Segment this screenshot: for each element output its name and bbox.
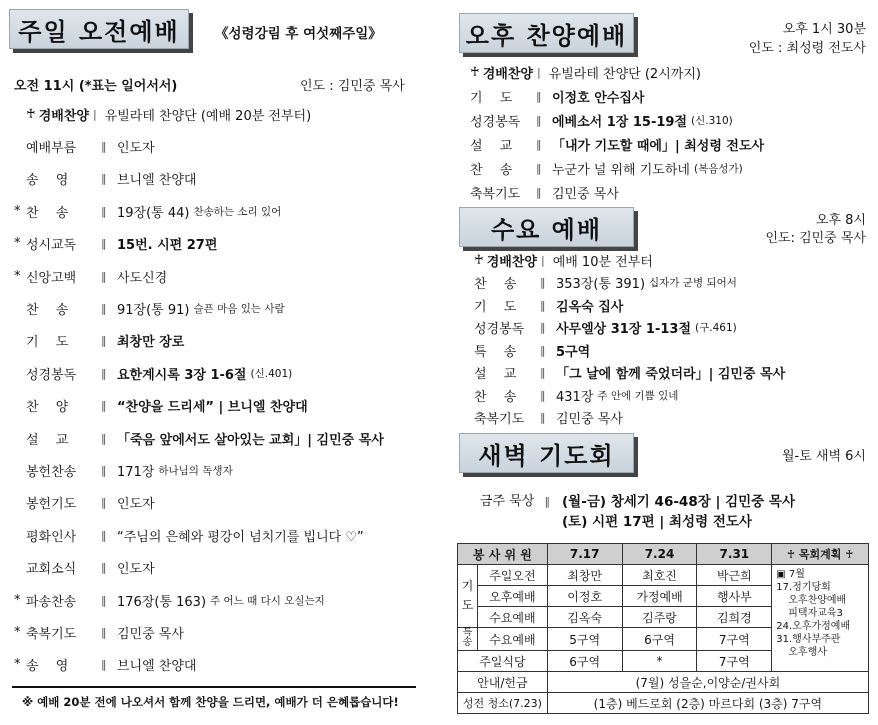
table-cell: 최호진 — [622, 565, 697, 586]
item-separator: ‖ — [101, 625, 107, 639]
table-cell: 7구역 — [697, 651, 772, 672]
item-value: 353장(통 391) — [556, 277, 646, 292]
item-value: 유빌라테 찬양단 (예배 20분 전부터) — [104, 108, 312, 124]
dawn-label: 금주 묵상 — [480, 494, 535, 509]
item-value: 171장 — [117, 464, 155, 480]
item-label: 특 송 — [474, 344, 517, 360]
item-separator: ‖ — [101, 463, 107, 477]
list-item — [14, 396, 308, 416]
table-group-special — [458, 628, 478, 651]
item-label: 성경봉독 — [470, 114, 521, 130]
item-value: 김옥숙 집사 — [556, 299, 624, 315]
dawn-prayer-title: 새벽 기도회 — [459, 433, 634, 473]
list-item — [474, 273, 737, 293]
item-label: 성경봉독 — [26, 367, 77, 383]
cross-icon: ♰ — [26, 106, 36, 122]
item-value: 김민중 목사 — [552, 186, 619, 202]
table-cell: 김주랑 — [622, 607, 697, 628]
item-value: 91장(통 91) — [117, 302, 190, 318]
item-label: 송 영 — [26, 659, 69, 675]
item-label: 찬 양 — [26, 400, 69, 416]
item-separator: ‖ — [540, 411, 546, 424]
item-label: 찬 송 — [26, 205, 69, 221]
table-cell: 5구역 — [547, 628, 622, 651]
morning-service-subtitle: 《성령강림 후 여섯째주일》 — [215, 26, 382, 42]
plan-line: ▣ 7월 — [776, 569, 805, 580]
item-note: 슬픈 마음 있는 사람 — [193, 302, 285, 315]
table-header-date: 7.17 — [547, 544, 622, 565]
list-item — [474, 250, 653, 270]
afternoon-time: 오후 1시 30분 — [782, 22, 866, 37]
item-label: 기 도 — [26, 335, 69, 351]
item-separator: ‖ — [101, 528, 107, 542]
item-value: 유빌라테 찬양단 (2시까지) — [548, 66, 701, 82]
cross-icon: ♰ — [470, 64, 480, 80]
item-value: 에베소서 1장 15-19절 — [552, 114, 688, 130]
item-label: 찬 송 — [26, 302, 69, 318]
item-label: 신앙고백 — [26, 270, 77, 286]
list-item — [14, 460, 233, 480]
item-value: 인도자 — [117, 562, 155, 578]
item-separator: ‖ — [536, 161, 542, 175]
item-value: 사도신경 — [117, 270, 168, 286]
item-separator: ‖ — [101, 496, 107, 510]
item-value: 요한계시록 3장 1-6절 — [117, 367, 247, 383]
item-label: 경배찬양 — [482, 66, 533, 82]
item-label: 축복기도 — [474, 412, 525, 427]
list-item — [14, 136, 155, 156]
table-row-name: 성전 청소(7.23) — [458, 693, 548, 714]
list-item — [14, 363, 292, 383]
item-note: (신.310) — [691, 114, 733, 127]
table-cell: (1층) 베드로회 (2층) 마르다회 (3층) 7구역 — [547, 693, 868, 714]
item-separator: | — [536, 65, 541, 79]
item-separator: ‖ — [101, 593, 107, 607]
item-separator: ‖ — [540, 321, 546, 334]
table-row-name: 주일식당 — [458, 651, 548, 672]
item-label: 성경봉독 — [474, 322, 525, 337]
table-header-volunteers: 봉 사 위 원 — [458, 544, 548, 565]
item-separator: ‖ — [101, 399, 107, 413]
plan-line: 오후행사 — [788, 647, 827, 658]
item-value: “주님의 은혜와 평강이 넘치기를 빕니다 ♡” — [117, 529, 364, 545]
plan-line: 24.오후가정예배 — [776, 621, 851, 632]
table-cell: 이정호 — [547, 586, 622, 607]
item-separator: ‖ — [101, 139, 107, 153]
list-item — [474, 363, 785, 383]
item-note: (구.461) — [695, 322, 737, 334]
item-separator: ‖ — [540, 366, 546, 379]
table-row-name: 오후예배 — [477, 586, 547, 607]
table-row-name: 주일오전 — [477, 565, 547, 586]
dawn-sep: ‖ — [544, 495, 551, 508]
item-label: 찬 송 — [474, 277, 517, 292]
list-item — [14, 590, 325, 610]
list-item — [14, 234, 217, 254]
item-separator: ‖ — [101, 658, 107, 672]
item-value: 김민중 목사 — [117, 626, 184, 642]
list-item — [14, 266, 167, 286]
table-cell: 7구역 — [697, 628, 772, 651]
table-cell: 김희경 — [697, 607, 772, 628]
item-label: 봉헌기도 — [26, 497, 77, 513]
list-item — [14, 201, 281, 221]
item-separator: ‖ — [101, 237, 107, 251]
item-separator: ‖ — [101, 431, 107, 445]
list-item — [470, 182, 619, 202]
wednesday-leader: 인도: 김민중 목사 — [765, 231, 866, 246]
pastoral-plan — [772, 565, 869, 672]
table-cell: 6구역 — [622, 628, 697, 651]
item-value: 19장(통 44) — [117, 205, 190, 221]
item-value: 브니엘 찬양대 — [117, 659, 197, 675]
list-item — [14, 298, 285, 318]
item-note: 주 어느 때 다시 오실는지 — [210, 594, 325, 607]
item-separator: ‖ — [101, 561, 107, 575]
group-prayer-text: 기도 — [461, 579, 474, 612]
item-label: 봉헌찬송 — [26, 464, 77, 480]
item-label: 기 도 — [474, 299, 517, 315]
item-label: 평화인사 — [26, 529, 77, 545]
item-label: 축복기도 — [26, 626, 77, 642]
standing-mark: * — [14, 592, 21, 608]
table-cell: 가정예배 — [622, 586, 697, 607]
item-note: 주 안에 기쁨 있네 — [597, 389, 679, 402]
item-label: 성시교독 — [26, 238, 77, 254]
item-label: 설 교 — [474, 367, 517, 382]
table-cell: 6구역 — [547, 651, 622, 672]
table-cell: 김옥숙 — [547, 607, 622, 628]
item-label: 축복기도 — [470, 186, 521, 202]
item-separator: ‖ — [101, 269, 107, 283]
item-note: (복음성가) — [693, 162, 743, 175]
standing-mark: * — [14, 624, 21, 640]
plan-line: 피택자교육3 — [788, 608, 843, 619]
morning-leader: 인도 : 김민중 목사 — [300, 79, 405, 94]
table-cell: 박근희 — [697, 565, 772, 586]
morning-footer-note: ※ 예배 20분 전에 나오셔서 함께 찬양을 드리면, 예배가 더 은혜롭습니다! — [22, 695, 399, 709]
item-separator: ‖ — [101, 172, 107, 186]
list-item — [14, 169, 196, 189]
list-item — [470, 62, 701, 82]
morning-service-title: 주일 오전예배 — [9, 9, 189, 49]
table-header-date: 7.31 — [697, 544, 772, 565]
list-item — [14, 428, 384, 448]
item-label: 찬 송 — [470, 162, 513, 178]
list-item — [14, 558, 155, 578]
list-item — [14, 104, 311, 124]
item-value: 5구역 — [556, 344, 591, 360]
item-separator: ‖ — [540, 298, 546, 312]
item-value: 「내가 기도할 때에」| 최성령 전도사 — [552, 138, 765, 154]
list-item — [14, 493, 155, 513]
list-item — [474, 385, 678, 405]
item-separator: ‖ — [540, 343, 546, 357]
item-label: 송 영 — [26, 173, 69, 189]
cross-icon: ♰ — [474, 252, 484, 268]
item-separator: ‖ — [536, 137, 542, 151]
item-separator: ‖ — [536, 185, 542, 199]
morning-footer-divider — [12, 686, 416, 688]
table-header-date: 7.24 — [622, 544, 697, 565]
dawn-line-saturday: (토) 시편 17편 | 최성령 전도사 — [562, 514, 752, 530]
list-item — [14, 655, 196, 675]
dawn-line-weekdays: (월-금) 창세기 46-48장 | 김민중 목사 — [562, 494, 796, 510]
item-value: 이정호 안수집사 — [552, 90, 645, 106]
table-cell: 행사부 — [697, 586, 772, 607]
item-label: 기 도 — [470, 90, 513, 106]
item-value: 사무엘상 31장 1-13절 — [556, 322, 692, 337]
afternoon-leader: 인도 : 최성령 전도사 — [748, 41, 866, 56]
item-separator: ‖ — [101, 204, 107, 218]
item-note: (신.401) — [250, 367, 293, 380]
list-item — [474, 408, 623, 428]
item-value: 15번. 시편 27편 — [117, 238, 218, 254]
list-item — [470, 110, 733, 130]
plan-line: 31.행사부주관 — [776, 634, 841, 645]
group-special-text: 특송 — [462, 627, 473, 648]
list-item — [474, 295, 623, 315]
item-separator: ‖ — [101, 366, 107, 380]
list-item — [470, 158, 743, 178]
standing-mark: * — [14, 203, 21, 219]
table-row-name: 수요예배 — [477, 628, 547, 651]
standing-mark: * — [14, 657, 21, 673]
dawn-meditation-label — [480, 490, 556, 509]
item-label: 예배부름 — [26, 140, 77, 156]
list-item — [14, 525, 364, 545]
item-label: 경배찬양 — [38, 108, 89, 124]
item-separator: ‖ — [536, 113, 542, 127]
dawn-prayer-time: 월-토 새벽 6시 — [781, 449, 866, 464]
list-item — [14, 331, 184, 351]
table-row-name: 수요예배 — [477, 607, 547, 628]
service-volunteer-table — [457, 543, 869, 714]
item-label: 경배찬양 — [486, 254, 537, 270]
table-header-plan: ♰ 목회계획 ♰ — [772, 544, 869, 565]
item-value: “찬양을 드리세” | 브니엘 찬양대 — [117, 400, 308, 416]
table-cell: 최창만 — [547, 565, 622, 586]
wednesday-service-title: 수요 예배 — [459, 207, 634, 247]
item-value: 인도자 — [117, 140, 155, 156]
plan-line: 오후찬양예배 — [788, 595, 847, 606]
item-value: 최창만 장로 — [117, 335, 185, 351]
item-label: 설 교 — [26, 432, 69, 448]
table-row-name: 안내/헌금 — [458, 672, 548, 693]
item-separator: ‖ — [540, 388, 546, 402]
standing-mark: * — [14, 268, 21, 284]
item-value: 「그 날에 함께 죽었더라」| 김민중 목사 — [556, 367, 786, 382]
item-note: 십자가 군병 되어서 — [649, 277, 737, 289]
item-label: 교회소식 — [26, 562, 77, 578]
list-item — [470, 134, 764, 154]
plan-line: 17.정기당회 — [776, 582, 831, 593]
item-separator: | — [540, 253, 545, 267]
item-value: 김민중 목사 — [556, 412, 623, 427]
morning-time-label: 오전 11시 (*표는 일어서서) — [14, 79, 178, 94]
item-value: 인도자 — [117, 497, 155, 513]
item-value: 예배 10분 전부터 — [552, 254, 653, 270]
item-label: 설 교 — [470, 138, 513, 154]
item-label: 찬 송 — [474, 389, 517, 405]
list-item — [474, 340, 590, 360]
list-item — [474, 318, 737, 338]
item-value: 브니엘 찬양대 — [117, 173, 197, 189]
item-note: 하나님의 독생자 — [158, 464, 233, 477]
item-separator: ‖ — [101, 301, 107, 315]
item-separator: | — [92, 107, 97, 121]
list-item — [14, 622, 184, 642]
afternoon-service-title: 오후 찬양예배 — [459, 13, 634, 53]
table-cell: (7월) 성을순,이양순/권사회 — [547, 672, 868, 693]
item-value: 176장(통 163) — [117, 594, 207, 610]
item-value: 누군가 널 위해 기도하네 — [552, 162, 690, 178]
list-item — [470, 86, 644, 106]
item-note: 찬송하는 소리 있어 — [193, 205, 282, 218]
item-value: 「죽음 앞에서도 살아있는 교회」| 김민중 목사 — [117, 432, 384, 448]
item-label: 파송찬송 — [26, 594, 77, 610]
item-separator: ‖ — [536, 89, 542, 103]
item-separator: ‖ — [101, 334, 107, 348]
item-separator: ‖ — [540, 276, 546, 289]
wednesday-time: 오후 8시 — [815, 213, 866, 228]
table-group-prayer — [458, 565, 478, 628]
item-value: 431장 — [556, 389, 594, 405]
table-cell: * — [622, 651, 697, 672]
standing-mark: * — [14, 236, 21, 252]
